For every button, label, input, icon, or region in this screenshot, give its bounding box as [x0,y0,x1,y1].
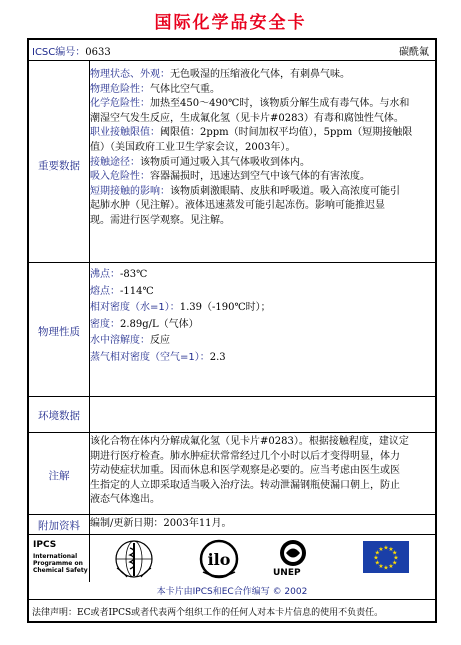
important-line [90,214,433,229]
svg-text:★: ★ [391,559,398,567]
important-line [90,126,433,141]
notes-content [90,435,433,508]
ipcs-title: IPCS [33,540,57,550]
important-line [90,112,433,127]
svg-text:★: ★ [383,544,389,552]
svg-text:★: ★ [378,563,384,571]
important-value: 无色吸湿的压缩液化气体，有刺鼻气味。 [170,69,350,80]
divider [29,262,435,263]
important-value: 起肺水肿（见注解）。液体迅速蒸发可能引起冻伤。影响可能推迟显 [90,200,385,212]
section-label-physical: 物理性质 [38,326,80,338]
physical-key: 相对密度（水=1）： [90,302,180,313]
icsc-value: 0633 [85,47,111,58]
svg-text:★: ★ [378,545,384,553]
physical-line [90,284,433,301]
physical-value: 反应 [150,335,170,346]
physical-value: -83℃ [120,269,148,280]
important-key: 化学危险性： [90,98,150,110]
physical-properties-content [90,267,433,366]
important-value: 现。需进行医学观察。见注解。 [90,214,230,226]
ipcs-line-1: International [33,553,78,560]
important-value: 该物质刺激眼睛、皮肤和呼吸道。吸入高浓度可能引 [170,185,400,197]
unep-emblem-icon [275,538,311,570]
important-line [90,83,433,98]
divider [29,599,435,600]
notes-line: 该化合物在体内分解成氟化氢（见卡片#0283）。根据接触程度，建议定 [90,436,409,447]
important-key: 职业接触限值： [90,127,160,139]
divider [29,514,435,515]
notes-line: 液态气体逸出。 [90,494,160,506]
important-data-content [90,68,433,229]
svg-text:★: ★ [373,554,379,562]
physical-line [90,333,433,350]
chemical-name: 碳酰氟 [399,47,429,58]
physical-value: -114℃ [120,285,154,297]
notes-line: 生指定的人立即采取适当吸入治疗法。转动泄漏钢瓶使漏口朝上，防止 [90,479,400,491]
important-value: 潮湿空气发生反应，生成氟化氢（见卡片#0283）有毒和腐蚀性气体。 [90,112,404,124]
notes-line: 劳动使症状加重。因而休息和医学观察是必要的。应当考虑由医生或医 [90,465,400,477]
important-key: 物理状态、外观： [90,69,170,80]
important-line [90,141,433,156]
divider [29,396,435,397]
important-line [90,156,433,171]
section-label-important: 重要数据 [38,160,80,172]
svg-text:★: ★ [383,564,389,572]
physical-value: 2.89g/L（气体） [120,318,199,330]
important-key: 接触途径： [90,156,140,168]
important-key: 吸入危险性： [90,171,150,183]
card-made-by: 本卡片由IPCS和EC合作编写 © 2002 [156,587,308,597]
important-value: 加热至450～490℃时，该物质分解生成有毒气体。与水和 [150,98,410,110]
section-label-environment: 环境数据 [38,410,80,422]
svg-text:★: ★ [388,563,394,571]
physical-line [90,317,433,334]
ilo-emblem-icon [197,538,241,580]
important-value: 容器漏损时，迅速达到空气中该气体的有害浓度。 [150,171,370,183]
important-line [90,68,433,83]
svg-text:★: ★ [393,554,399,562]
section-label-notes: 注解 [48,470,70,482]
section-label-additional: 附加资料 [38,520,80,532]
icsc-number [32,43,111,58]
important-value: 值）（美国政府工业卫生学家会议，2003年）。 [90,141,296,153]
important-line [90,97,433,112]
physical-line [90,267,433,284]
legal-disclaimer: 法律声明：EC或者IPCS或者代表两个组织工作的任何人对本卡片信息的使用不负责任。 [32,608,384,618]
ipcs-line-3: Chemical Safety [33,567,88,574]
important-line [90,185,433,200]
physical-key: 密度： [90,318,120,330]
important-line [90,199,433,214]
eu-flag-icon [363,541,409,573]
svg-text:★: ★ [374,549,381,557]
important-key: 短期接触的影响： [90,185,170,197]
icsc-label: ICSC编号： [32,47,86,58]
divider [29,534,435,535]
safety-card [27,38,437,623]
ipcs-line-2: Programme on [33,560,83,567]
physical-line [90,300,433,317]
physical-key: 沸点： [90,269,120,280]
physical-value: 2.3 [209,351,226,363]
svg-text:★: ★ [374,559,381,567]
important-value: 气体比空气重。 [150,83,220,95]
important-value: 该物质可通过吸入其气体吸收到体内。 [140,156,310,168]
additional-content: 编制/更新日期：2003年11月。 [90,518,232,529]
who-emblem-icon [113,538,155,580]
physical-key: 蒸气相对密度（空气=1）： [90,351,210,363]
svg-text:★: ★ [391,549,398,557]
unep-label: UNEP [273,568,301,578]
physical-line [90,350,433,367]
card-title: 国际化学品安全卡 [154,13,307,33]
important-key: 物理危险性： [90,83,150,95]
svg-text:ilo: ilo [207,550,231,569]
important-value: 阈限值：2ppm（时间加权平均值），5ppm（短期接触限 [160,127,413,139]
notes-line: 期进行医疗检查。肺水肿症状常常经过几个小时以后才变得明显，体力 [90,450,400,462]
physical-value: 1.39（-190℃时）； [179,302,271,313]
divider [29,432,435,433]
svg-text:★: ★ [388,545,394,553]
important-line [90,170,433,185]
physical-key: 熔点： [90,285,120,297]
physical-key: 水中溶解度： [90,335,150,346]
